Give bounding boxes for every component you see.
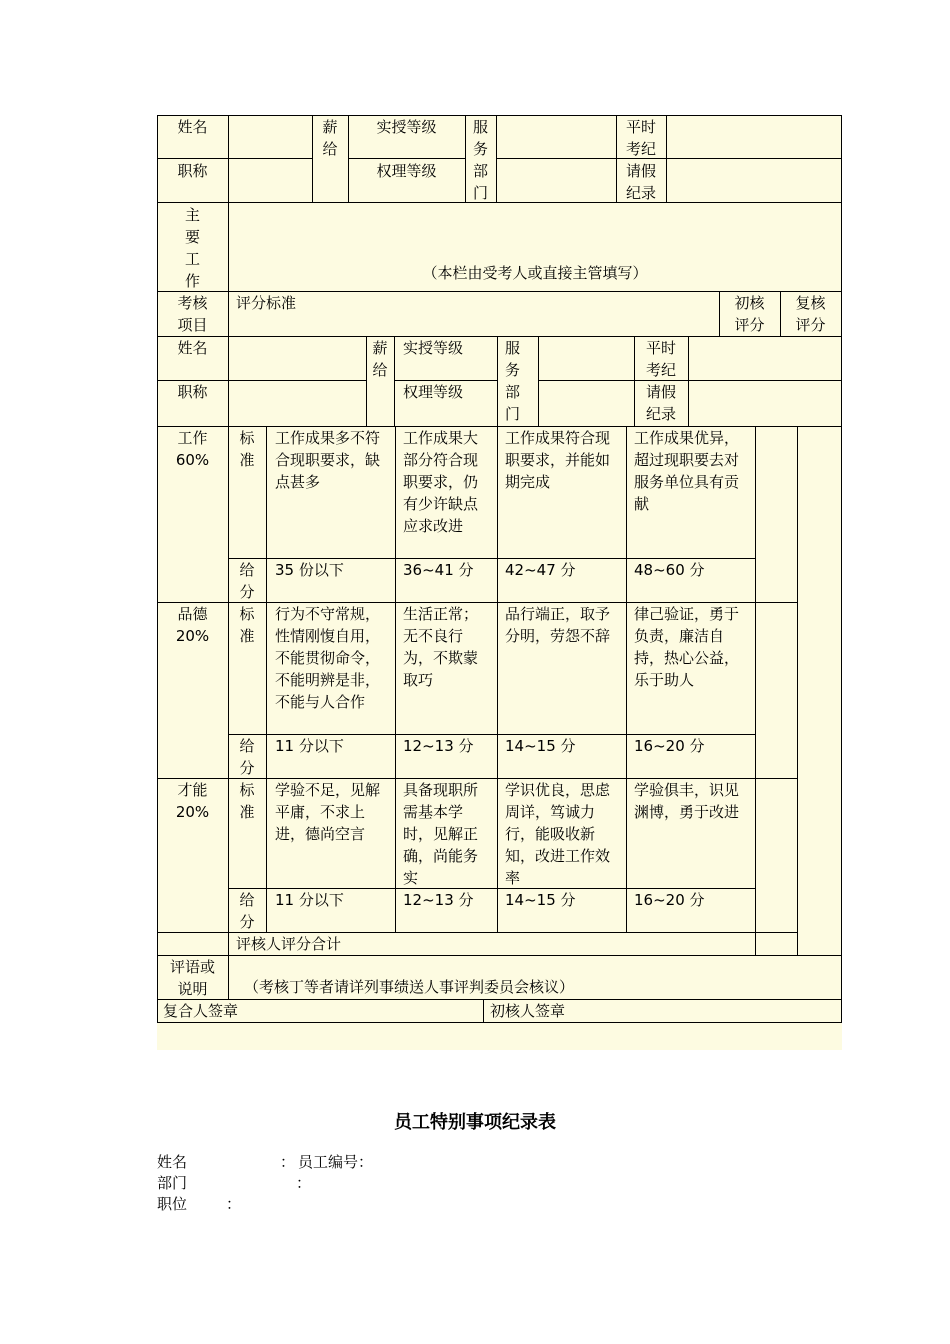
- criteria-header: 评分标准: [236, 294, 297, 312]
- name-label: 姓名: [177, 118, 208, 136]
- score-cell: 35 份以下: [275, 561, 344, 579]
- criteria-cell: 生活正常；无不良行为，不欺蒙取巧: [403, 605, 479, 689]
- grade2-label: 权理等级: [376, 162, 437, 180]
- main-work-note: （本栏由受考人或直接主管填写）: [422, 264, 648, 282]
- criteria-cell: 律己验证，勇于负责，廉洁自持，热心公益，乐于助人: [634, 605, 740, 689]
- job-title-label: 职称: [177, 162, 208, 180]
- criteria-cell: 品行端正，取予分明，劳怨不辞: [505, 605, 611, 645]
- form2-position-label: 职位: [157, 1195, 188, 1213]
- category-conduct: 品德 20%: [175, 605, 210, 645]
- score-cell: 42~47 分: [505, 561, 576, 579]
- criteria-cell: 工作成果大部分符合现职要求，仍有少许缺点应求改进: [403, 429, 479, 535]
- leave-label: 请假 纪录: [625, 162, 656, 202]
- remark-note: （考核丁等者请详列事绩送人事评判委员会核议）: [244, 978, 575, 996]
- std-label: 标 准: [239, 781, 255, 821]
- criteria-cell: 学验俱丰，识见渊博，勇于改进: [634, 781, 740, 821]
- dept-label: 部 门: [472, 162, 488, 202]
- criteria-cell: 学识优良，思虑周详，笃诚力行，能吸收新知，改进工作效率: [505, 781, 611, 887]
- criteria-cell: 工作成果优异，超过现职要去对服务单位具有贡献: [634, 429, 740, 513]
- info-service-label: 服 务 部 门: [505, 339, 521, 423]
- remark-label: 评语或 说明: [169, 958, 215, 998]
- score-cell: 12~13 分: [403, 737, 474, 755]
- info-name-label: 姓名: [177, 339, 208, 357]
- score-cell: 16~20 分: [634, 891, 705, 909]
- first-signature-label: 初核人签章: [490, 1002, 566, 1020]
- score-cell: 36~41 分: [403, 561, 474, 579]
- form2-name-label: 姓名: [157, 1153, 188, 1171]
- score-cell: 12~13 分: [403, 891, 474, 909]
- form2-employee-no-label: 员工编号：: [298, 1153, 374, 1171]
- score-cell: 14~15 分: [505, 891, 576, 909]
- score-cell: 48~60 分: [634, 561, 705, 579]
- info-title-label: 职称: [177, 383, 208, 401]
- criteria-cell: 工作成果符合现职要求，并能如期完成: [505, 429, 611, 491]
- pay-label: 薪 给: [322, 118, 338, 158]
- total-score-label: 评核人评分合计: [236, 935, 342, 953]
- review-signature-label: 复合人签章: [163, 1002, 239, 1020]
- form2-colon: ：: [296, 1174, 312, 1192]
- grade1-label: 实授等级: [376, 118, 437, 136]
- criteria-cell: 学验不足，见解平庸，不求上进，德尚空言: [275, 781, 381, 843]
- info-leave-label: 请假 纪录: [645, 383, 676, 423]
- info-grade2-label: 权理等级: [403, 383, 464, 401]
- criteria-cell: 行为不守常规，性情刚愎自用，不能贯彻命令，不能明辨是非，不能与人合作: [275, 605, 381, 711]
- category-ability: 才能 20%: [175, 781, 210, 821]
- second-score-header: 复核 评分: [795, 294, 826, 334]
- item-header: 考核 项目: [177, 294, 208, 334]
- attendance-label: 平时 考纪: [625, 118, 656, 158]
- criteria-cell: 具备现职所需基本学时，见解正确，尚能务实: [403, 781, 479, 887]
- score-cell: 14~15 分: [505, 737, 576, 755]
- info-pay-label: 薪 给: [372, 339, 388, 379]
- score-label: 给 分: [239, 561, 255, 601]
- score-label: 给 分: [239, 891, 255, 931]
- std-label: 标 准: [239, 429, 255, 469]
- score-cell: 11 分以下: [275, 737, 344, 755]
- info-grade1-label: 实授等级: [403, 339, 464, 357]
- score-label: 给 分: [239, 737, 255, 777]
- criteria-cell: 工作成果多不符合现职要求，缺点甚多: [275, 429, 381, 491]
- first-score-header: 初核 评分: [734, 294, 765, 334]
- form2-dept-label: 部门: [157, 1174, 188, 1192]
- form2-title: 员工特别事项纪录表: [394, 1112, 556, 1133]
- service-label: 服 务: [472, 118, 488, 158]
- form2-colon: ：: [280, 1153, 296, 1171]
- main-work-label: 主 要 工 作: [184, 206, 200, 290]
- form2-colon: ：: [226, 1195, 242, 1213]
- info-attendance-label: 平时 考纪: [645, 339, 676, 379]
- std-label: 标 准: [239, 605, 255, 645]
- score-cell: 11 分以下: [275, 891, 344, 909]
- score-cell: 16~20 分: [634, 737, 705, 755]
- category-work: 工作 60%: [175, 429, 210, 469]
